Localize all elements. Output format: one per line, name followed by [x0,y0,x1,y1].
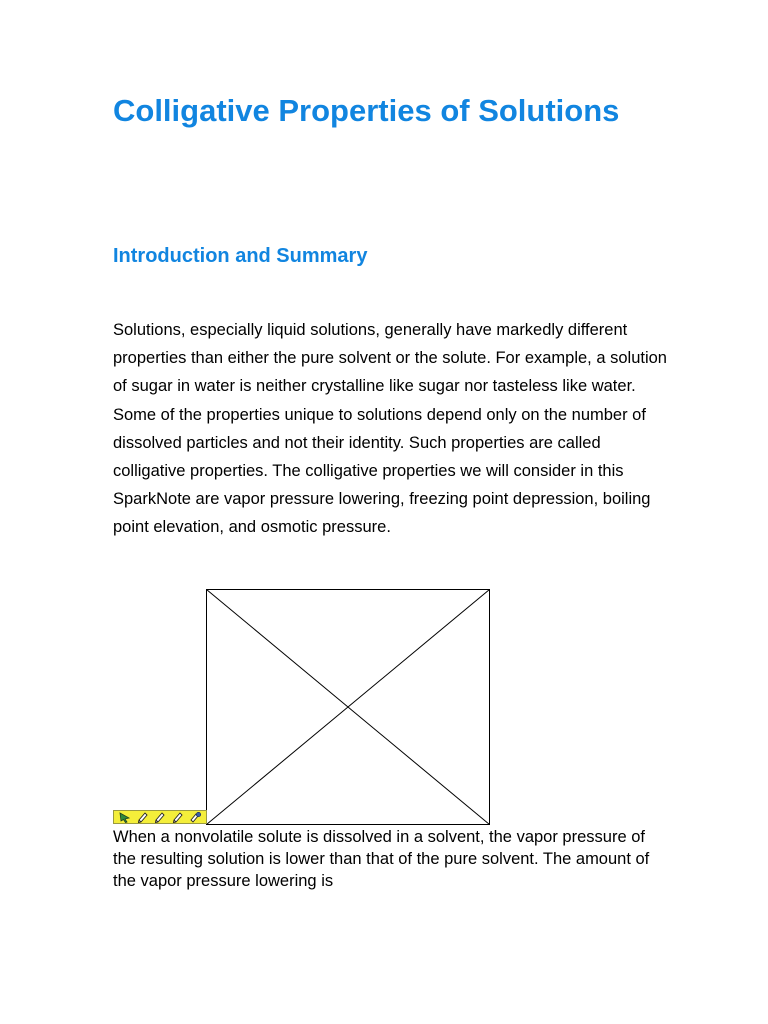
body-paragraph: When a nonvolatile solute is dissolved in a solvent, the vapor pressure of the resulting solution is lower than that of the pure solvent. The amount of the vapor pressure lowering is [113,828,650,890]
image-placeholder [206,589,490,825]
edit-icon[interactable] [171,811,184,823]
edit-icon[interactable] [153,811,166,823]
section-heading: Introduction and Summary [113,245,368,267]
link-icon[interactable] [189,811,202,823]
pointer-icon[interactable] [118,811,131,823]
annotation-toolbar [113,810,207,824]
page-title: Colligative Properties of Solutions [113,93,620,128]
edit-icon[interactable] [136,811,149,823]
intro-paragraph: Solutions, especially liquid solutions, generally have markedly different properties than either the pure solvent or the solute. For example, a solution of sugar in water is neither crystalline like sugar nor tasteless like water. Some of the properties unique to solutions depend only on the number of dissolved particles and not their identity. Such properties are called colligative properties. The colligative properties we will consider in this SparkNote are vapor pressure lowering, freezing point depression, boiling point elevation, and osmotic pressure. [113,321,667,537]
